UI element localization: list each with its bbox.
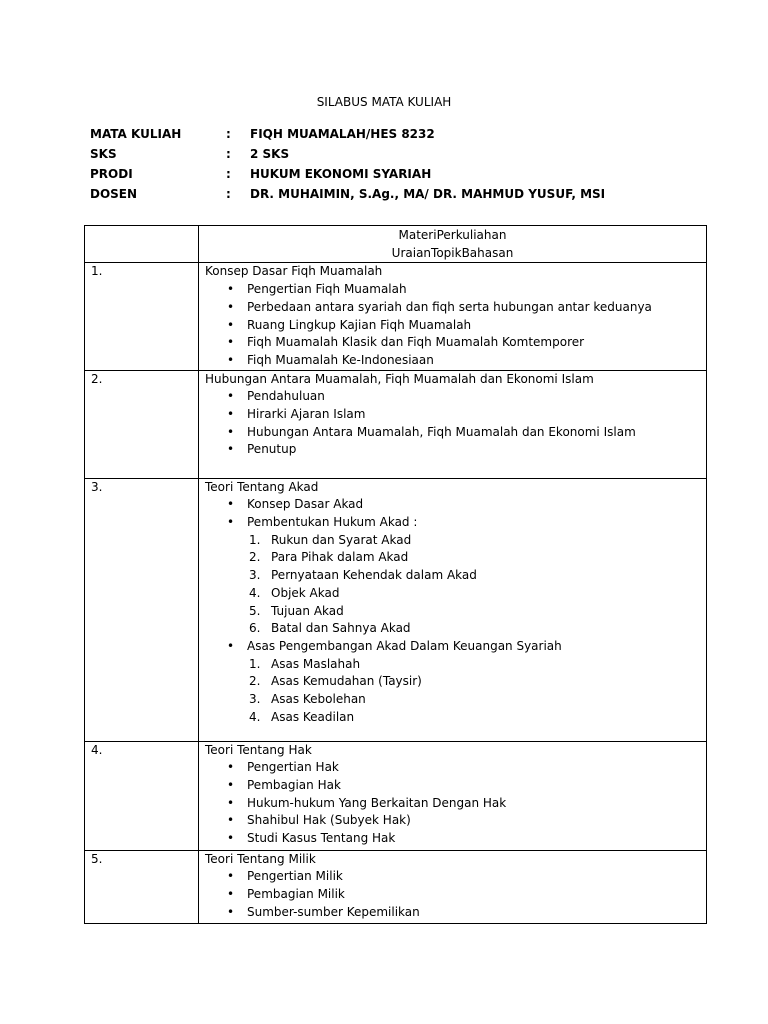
syllabus-table <box>84 225 707 924</box>
table-row <box>85 850 707 923</box>
bullet-icon: • <box>227 317 235 332</box>
info-value: HUKUM EKONOMI SYARIAH <box>250 167 432 181</box>
row-number: 5. <box>85 850 199 923</box>
list-item <box>205 317 706 335</box>
list-item <box>205 830 706 848</box>
numbered-item <box>249 656 706 674</box>
table-row <box>85 263 707 370</box>
item-number: 3. <box>249 692 261 707</box>
info-row-course <box>90 126 605 146</box>
info-row-dosen <box>90 186 605 206</box>
item-number: 2. <box>249 674 261 689</box>
bullet-icon: • <box>227 795 235 810</box>
numbered-item <box>249 691 706 709</box>
info-value: FIQH MUAMALAH/HES 8232 <box>250 127 435 141</box>
list-item-text: Shahibul Hak (Subyek Hak) <box>247 813 411 828</box>
bullet-icon: • <box>227 497 235 512</box>
table-row <box>85 370 707 478</box>
row-content <box>199 741 707 850</box>
list-item-text: Pengertian Fiqh Muamalah <box>247 282 407 297</box>
info-colon: : <box>226 167 231 181</box>
bullet-icon: • <box>227 515 235 530</box>
bullet-icon: • <box>227 389 235 404</box>
row-content <box>199 370 707 478</box>
list-item-text: Asas Pengembangan Akad Dalam Keuangan Syariah <box>247 638 562 653</box>
list-item <box>205 759 706 777</box>
item-number: 6. <box>249 621 261 636</box>
bullet-icon: • <box>227 335 235 350</box>
bullet-icon: • <box>227 887 235 902</box>
list-item <box>205 777 706 795</box>
bullet-icon: • <box>227 831 235 846</box>
bullet-icon: • <box>227 778 235 793</box>
info-colon: : <box>226 147 231 161</box>
header-line-1: MateriPerkuliahan <box>398 228 507 242</box>
numbered-item-text: Asas Maslahah <box>271 656 361 671</box>
list-item <box>205 868 706 886</box>
list-item <box>205 352 706 370</box>
info-colon: : <box>226 187 231 201</box>
item-number: 5. <box>249 603 261 618</box>
numbered-item-text: Objek Akad <box>271 585 340 600</box>
list-item <box>205 514 706 532</box>
numbered-item-text: Asas Keadilan <box>271 709 355 724</box>
list-item-text: Penutup <box>247 442 297 457</box>
list-item-text: Hirarki Ajaran Islam <box>247 407 366 422</box>
item-number: 3. <box>249 568 261 583</box>
list-item <box>205 424 706 442</box>
list-item-text: Pengertian Hak <box>247 760 339 775</box>
header-line-2: UraianTopikBahasan <box>391 245 514 260</box>
info-colon: : <box>226 127 231 141</box>
header-cell <box>199 226 707 263</box>
numbered-item-text: Rukun dan Syarat Akad <box>271 532 412 547</box>
list-item-text: Pendahuluan <box>247 389 325 404</box>
list-item <box>205 281 706 299</box>
numbered-item <box>249 603 706 621</box>
course-info <box>90 126 605 206</box>
info-value: 2 SKS <box>250 147 290 161</box>
row-number: 4. <box>85 741 199 850</box>
item-number: 1. <box>249 656 261 671</box>
numbered-item <box>249 567 706 585</box>
topic-title: Teori Tentang Hak <box>205 742 312 757</box>
list-item-text: Hubungan Antara Muamalah, Fiqh Muamalah dan Ekonomi Islam <box>247 424 636 439</box>
numbered-item-text: Asas Kemudahan (Taysir) <box>271 674 422 689</box>
info-row-sks <box>90 146 605 166</box>
topic-title: Teori Tentang Milik <box>205 851 316 866</box>
info-label: MATA KULIAH <box>90 127 182 141</box>
list-item-text: Pembagian Hak <box>247 778 341 793</box>
topic-title: Hubungan Antara Muamalah, Fiqh Muamalah dan Ekonomi Islam <box>205 371 594 386</box>
list-item <box>205 406 706 424</box>
info-value: DR. MUHAIMIN, S.Ag., MA/ DR. MAHMUD YUSUF, MSI <box>250 187 606 201</box>
numbered-item <box>249 709 706 727</box>
table-header-row <box>85 226 707 263</box>
header-empty-cell <box>85 226 199 263</box>
item-number: 4. <box>249 585 261 600</box>
info-label: DOSEN <box>90 187 138 201</box>
list-item-text: Fiqh Muamalah Klasik dan Fiqh Muamalah Komtemporer <box>247 335 585 350</box>
bullet-icon: • <box>227 282 235 297</box>
list-item-text: Konsep Dasar Akad <box>247 497 364 512</box>
topic-title: Konsep Dasar Fiqh Muamalah <box>205 264 383 279</box>
list-item-text: Fiqh Muamalah Ke-Indonesiaan <box>247 352 434 367</box>
row-number: 2. <box>85 370 199 478</box>
numbered-item <box>249 585 706 603</box>
numbered-item <box>249 549 706 567</box>
item-number: 4. <box>249 709 261 724</box>
item-number: 2. <box>249 550 261 565</box>
document-title: SILABUS MATA KULIAH <box>316 95 452 109</box>
bullet-icon: • <box>227 638 235 653</box>
bullet-icon: • <box>227 442 235 457</box>
list-item-text: Ruang Lingkup Kajian Fiqh Muamalah <box>247 317 472 332</box>
list-item-text: Pembentukan Hukum Akad : <box>247 515 418 530</box>
list-item-text: Sumber-sumber Kepemilikan <box>247 904 420 919</box>
list-item <box>205 496 706 514</box>
numbered-item <box>249 673 706 691</box>
bullet-icon: • <box>227 904 235 919</box>
numbered-item-text: Tujuan Akad <box>271 603 344 618</box>
list-item <box>205 886 706 904</box>
bullet-icon: • <box>227 407 235 422</box>
numbered-item-text: Pernyataan Kehendak dalam Akad <box>271 568 477 583</box>
numbered-item-text: Batal dan Sahnya Akad <box>271 621 411 636</box>
numbered-item <box>249 532 706 550</box>
numbered-item <box>249 620 706 638</box>
info-label: PRODI <box>90 167 133 181</box>
bullet-icon: • <box>227 869 235 884</box>
list-item-text: Pembagian Milik <box>247 887 345 902</box>
list-item-text: Perbedaan antara syariah dan fiqh serta hubungan antar keduanya <box>247 299 652 314</box>
info-row-prodi <box>90 166 605 186</box>
bullet-icon: • <box>227 299 235 314</box>
list-item <box>205 299 706 317</box>
row-content <box>199 478 707 741</box>
list-item-text: Studi Kasus Tentang Hak <box>247 831 396 846</box>
row-content <box>199 850 707 923</box>
list-item <box>205 904 706 922</box>
list-item <box>205 334 706 352</box>
item-number: 1. <box>249 532 261 547</box>
row-number: 3. <box>85 478 199 741</box>
list-item-text: Hukum-hukum Yang Berkaitan Dengan Hak <box>247 795 507 810</box>
list-item <box>205 638 706 656</box>
bullet-icon: • <box>227 813 235 828</box>
list-item <box>205 795 706 813</box>
bullet-icon: • <box>227 424 235 439</box>
list-item-text: Pengertian Milik <box>247 869 343 884</box>
row-content <box>199 263 707 370</box>
numbered-item-text: Para Pihak dalam Akad <box>271 550 409 565</box>
table-row <box>85 478 707 741</box>
numbered-item-text: Asas Kebolehan <box>271 692 366 707</box>
topic-title: Teori Tentang Akad <box>205 479 319 494</box>
list-item <box>205 812 706 830</box>
bullet-icon: • <box>227 760 235 775</box>
list-item <box>205 388 706 406</box>
list-item <box>205 441 706 459</box>
bullet-icon: • <box>227 352 235 367</box>
row-number: 1. <box>85 263 199 370</box>
info-label: SKS <box>90 147 117 161</box>
table-row <box>85 741 707 850</box>
